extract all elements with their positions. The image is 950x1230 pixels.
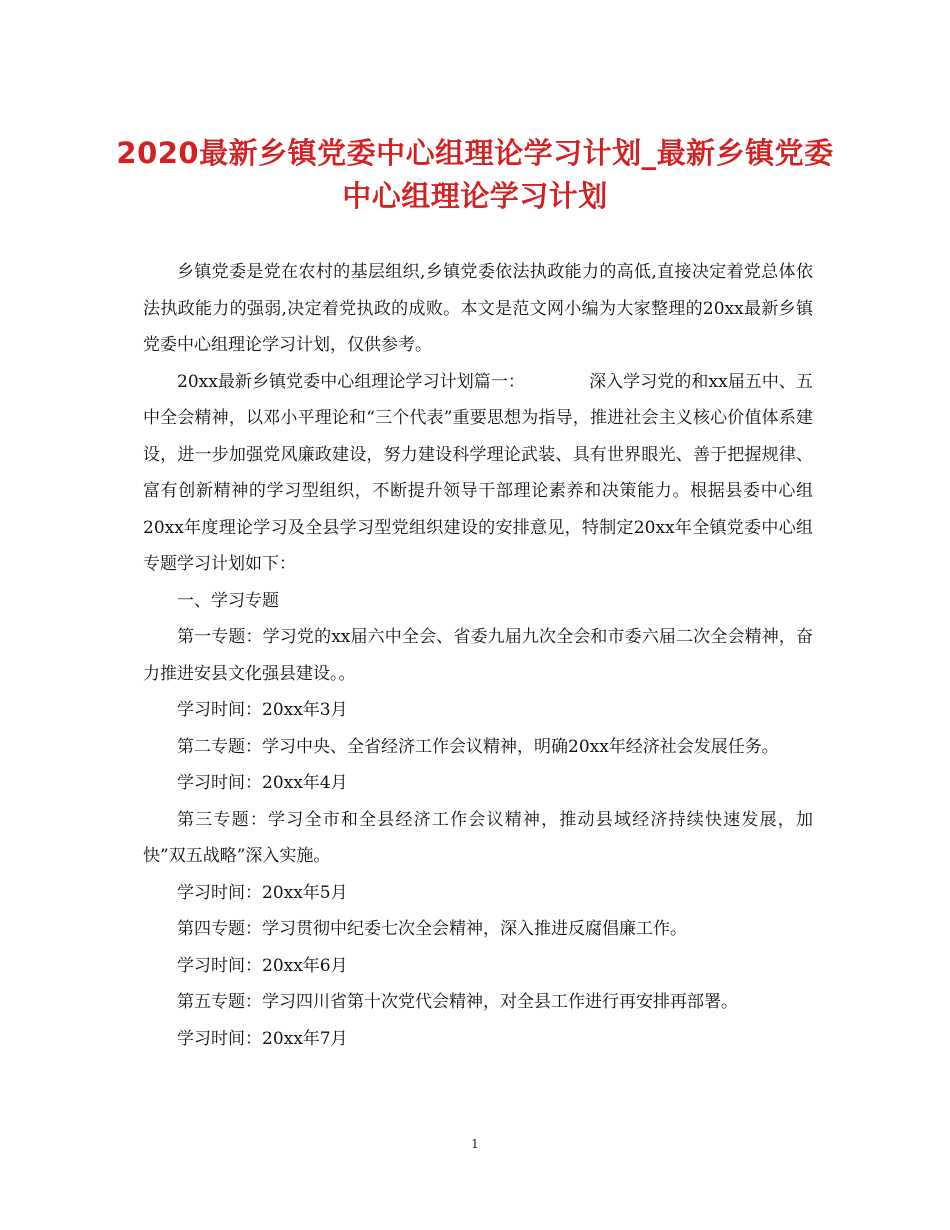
document-title-line-2: 中心组理论学习计划 xyxy=(342,179,608,213)
study-time-2: 学习时间：20xx年4月 xyxy=(177,773,348,793)
study-time-4: 学习时间：20xx年6月 xyxy=(177,955,348,976)
intro-paragraph: 乡镇党委是党在农村的基层组织,乡镇党委依法执政能力的高低,直接决定着党总体依法执政能力的强弱,决定着党执政的成败。本文是范文网小编为大家整理的20xx最新乡镇党委中心组理论学习计划，仅供参考。 xyxy=(143,262,813,355)
topic-3: 第三专题：学习全市和全县经济工作会议精神，推动县域经济持续快速发展，加快”双五战略”深入实施。 xyxy=(143,809,813,866)
topic-4: 第四专题：学习贯彻中纪委七次全会精神，深入推进反腐倡廉工作。 xyxy=(177,919,687,939)
study-time-3: 学习时间：20xx年5月 xyxy=(177,882,348,903)
topic-1: 第一专题：学习党的xx届六中全会、省委九届九次全会和市委六届二次全会精神，奋力推进安县文化强县建设。。 xyxy=(143,627,813,684)
topic-5: 第五专题：学习四川省第十次党代会精神，对全县工作进行再安排再部署。 xyxy=(177,992,738,1012)
topic-2: 第二专题：学习中央、全省经济工作会议精神，明确20xx年经济社会发展任务。 xyxy=(177,736,779,757)
document-body xyxy=(143,254,813,1057)
document-title-line-1: 2020最新乡镇党委中心组理论学习计划_最新乡镇党委 xyxy=(116,136,834,170)
section-heading: 一、学习专题 xyxy=(177,590,279,611)
plan-paragraph xyxy=(143,364,813,583)
study-time-1: 学习时间：20xx年3月 xyxy=(177,700,348,720)
plan-heading: 20xx最新乡镇党委中心组理论学习计划篇一： xyxy=(177,371,525,392)
plan-intro: 深入学习党的和xx届五中、五中全会精神，以邓小平理论和“三个代表”重要思想为指导，推进社会主义核心价值体系建设，进一步加强党风廉政建设，努力建设科学理论武装、具有世界眼光、善于把握规律、富有创新精神的学习型组织，不断提升领导干部理论素养和决策能力。根据县委中心组20xx年度理论学习及全县学习型党组织建设的安排意见，特制定20xx年全镇党委中心组专题学习计划如下： xyxy=(143,371,813,574)
study-time-5: 学习时间：20xx年7月 xyxy=(177,1028,348,1049)
page-number: 1 xyxy=(471,1137,479,1151)
